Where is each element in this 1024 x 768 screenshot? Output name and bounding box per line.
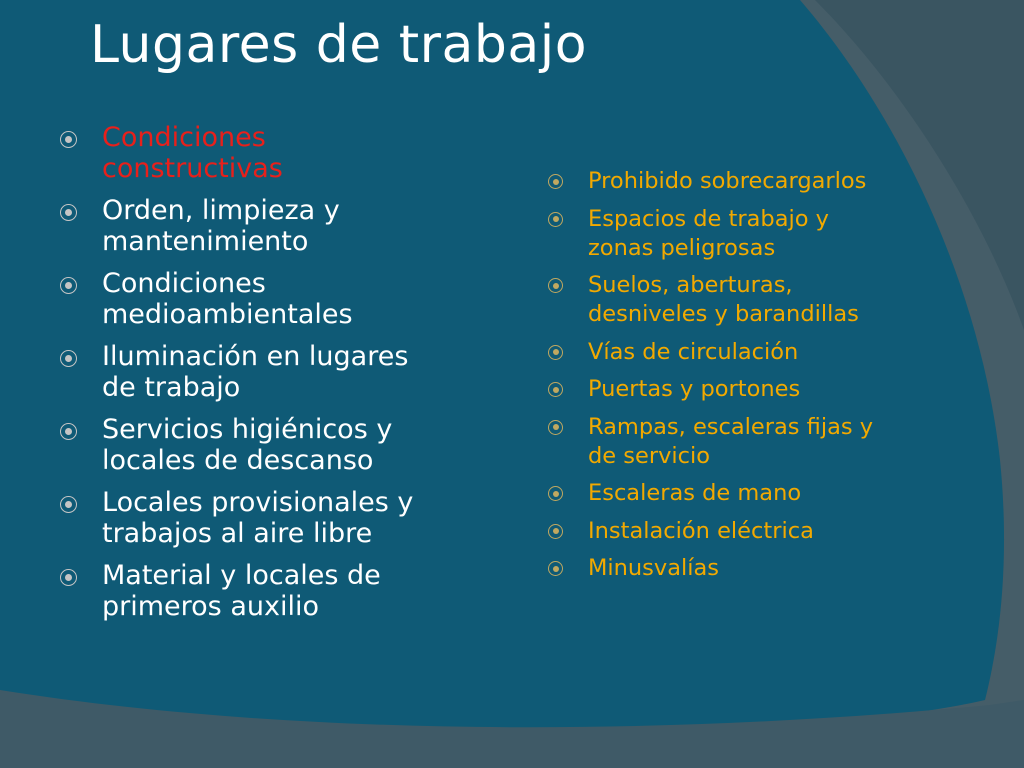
list-item-label: Prohibido sobrecargarlos	[588, 168, 867, 194]
list-item-label: Suelos, aberturas, desniveles y barandillas	[588, 272, 859, 327]
list-item-label: Instalación eléctrica	[588, 517, 814, 544]
list-item-label: Condiciones medioambientales	[102, 268, 353, 330]
circled-dot-bullet-icon	[548, 345, 563, 360]
circled-dot-bullet-icon	[60, 131, 77, 148]
circled-dot-bullet-icon	[548, 174, 563, 189]
list-item	[548, 167, 943, 196]
circled-dot-bullet-icon	[60, 569, 77, 586]
list-item	[60, 268, 470, 330]
list-item-label: Condiciones constructivas	[102, 122, 283, 184]
list-item-label: Escaleras de mano	[588, 480, 802, 506]
list-item-label: Espacios de trabajo y zonas peligrosas	[588, 205, 829, 261]
circled-dot-bullet-icon	[548, 420, 563, 435]
list-item	[60, 122, 470, 184]
list-item	[548, 338, 943, 367]
list-item	[60, 195, 470, 257]
list-item-label: Vías de circulación	[588, 338, 799, 365]
list-item	[548, 517, 943, 546]
right-bullet-list	[548, 167, 943, 592]
circled-dot-bullet-icon	[548, 524, 563, 539]
list-item-label: Servicios higiénicos y locales de descanso	[102, 414, 393, 476]
circled-dot-bullet-icon	[60, 350, 77, 367]
list-item	[548, 375, 943, 404]
list-item	[60, 560, 470, 622]
list-item	[548, 479, 943, 508]
list-item	[548, 205, 943, 263]
list-item	[60, 487, 470, 549]
circled-dot-bullet-icon	[60, 277, 77, 294]
list-item-label: Locales provisionales y trabajos al aire libre	[102, 487, 414, 549]
circled-dot-bullet-icon	[60, 204, 77, 221]
circled-dot-bullet-icon	[548, 278, 563, 293]
list-item	[548, 413, 943, 471]
circled-dot-bullet-icon	[60, 496, 77, 513]
list-item-label: Material y locales de primeros auxilio	[102, 560, 381, 622]
list-item-label: Puertas y portones	[588, 376, 801, 402]
list-item-label: Rampas, escaleras fijas y de servicio	[588, 413, 874, 469]
list-item	[548, 554, 943, 583]
list-item-label: Iluminación en lugares de trabajo	[102, 341, 409, 403]
slide-title: Lugares de trabajo	[90, 15, 588, 75]
left-bullet-list	[60, 122, 470, 633]
circled-dot-bullet-icon	[548, 212, 563, 227]
list-item	[548, 271, 943, 329]
list-item-label: Minusvalías	[588, 555, 720, 581]
circled-dot-bullet-icon	[548, 486, 563, 501]
circled-dot-bullet-icon	[548, 382, 563, 397]
list-item	[60, 414, 470, 476]
circled-dot-bullet-icon	[548, 561, 563, 576]
circled-dot-bullet-icon	[60, 423, 77, 440]
list-item	[60, 341, 470, 403]
list-item-label: Orden, limpieza y mantenimiento	[102, 195, 340, 257]
